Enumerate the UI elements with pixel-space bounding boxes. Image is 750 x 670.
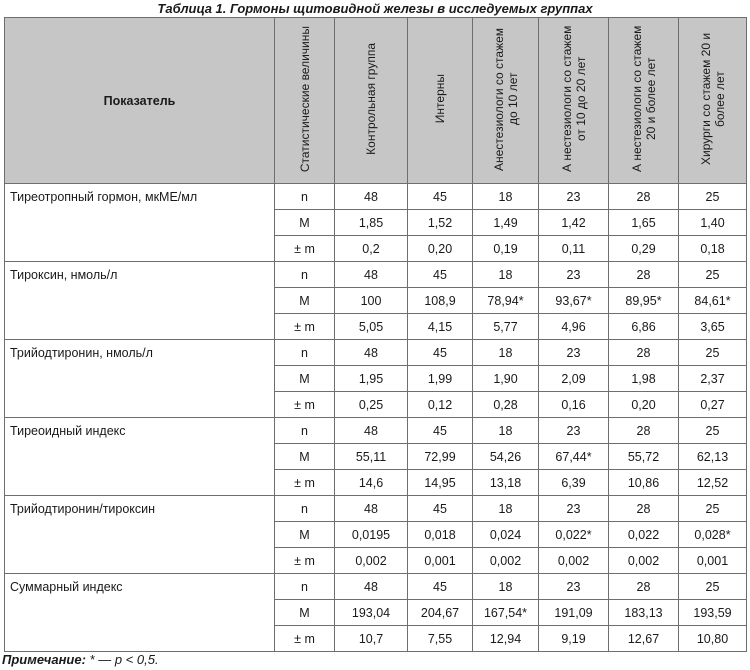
value-cell: 9,19 [539,626,609,652]
header-group-label: Контрольная группа [364,43,378,155]
value-cell: 93,67* [539,288,609,314]
value-cell: 0,19 [473,236,539,262]
value-cell: 25 [679,262,747,288]
note-label: Примечание: [2,652,86,667]
header-group-label: А нестезиологи со стажем от 10 до 20 лет [559,25,588,173]
indicator-cell: Трийодтиронин, нмоль/л [5,340,275,418]
value-cell: 10,7 [335,626,408,652]
value-cell: 0,022* [539,522,609,548]
note-text: * — р < 0,5. [89,652,159,667]
table-body [5,184,747,652]
value-cell: 1,90 [473,366,539,392]
header-group-anesth-20-plus [609,18,679,184]
value-cell: 18 [473,340,539,366]
value-cell: 0,11 [539,236,609,262]
value-cell: 23 [539,418,609,444]
table-row [5,496,747,522]
value-cell: 7,55 [408,626,473,652]
value-cell: 10,80 [679,626,747,652]
value-cell: 55,72 [609,444,679,470]
value-cell: 89,95* [609,288,679,314]
value-cell: 0,20 [609,392,679,418]
value-cell: 5,05 [335,314,408,340]
value-cell: 12,67 [609,626,679,652]
stat-cell: n [275,184,335,210]
value-cell: 23 [539,496,609,522]
value-cell: 0,18 [679,236,747,262]
value-cell: 0,27 [679,392,747,418]
stat-cell: М [275,210,335,236]
stat-cell: М [275,600,335,626]
table-row [5,184,747,210]
value-cell: 0,002 [539,548,609,574]
value-cell: 0,12 [408,392,473,418]
value-cell: 1,98 [609,366,679,392]
value-cell: 167,54* [473,600,539,626]
value-cell: 0,022 [609,522,679,548]
header-group-label: Интерны [433,74,447,124]
stat-cell: n [275,262,335,288]
header-group-anesth-under-10 [473,18,539,184]
value-cell: 183,13 [609,600,679,626]
header-stats-label: Статистические величины [297,25,312,173]
value-cell: 18 [473,262,539,288]
value-cell: 1,52 [408,210,473,236]
value-cell: 72,99 [408,444,473,470]
value-cell: 13,18 [473,470,539,496]
value-cell: 1,65 [609,210,679,236]
value-cell: 10,86 [609,470,679,496]
value-cell: 25 [679,418,747,444]
value-cell: 28 [609,496,679,522]
value-cell: 78,94* [473,288,539,314]
stat-cell: ± m [275,626,335,652]
value-cell: 18 [473,496,539,522]
value-cell: 4,15 [408,314,473,340]
value-cell: 0,29 [609,236,679,262]
indicator-cell: Тиреоидный индекс [5,418,275,496]
value-cell: 3,65 [679,314,747,340]
value-cell: 1,95 [335,366,408,392]
value-cell: 1,99 [408,366,473,392]
value-cell: 1,40 [679,210,747,236]
value-cell: 18 [473,184,539,210]
value-cell: 25 [679,574,747,600]
value-cell: 0,018 [408,522,473,548]
value-cell: 1,42 [539,210,609,236]
value-cell: 14,6 [335,470,408,496]
value-cell: 45 [408,418,473,444]
value-cell: 23 [539,184,609,210]
value-cell: 28 [609,574,679,600]
value-cell: 5,77 [473,314,539,340]
value-cell: 28 [609,262,679,288]
value-cell: 25 [679,184,747,210]
stat-cell: n [275,574,335,600]
value-cell: 54,26 [473,444,539,470]
value-cell: 193,04 [335,600,408,626]
value-cell: 28 [609,340,679,366]
header-stats [275,18,335,184]
stat-cell: М [275,366,335,392]
value-cell: 45 [408,496,473,522]
value-cell: 14,95 [408,470,473,496]
indicator-cell: Суммарный индекс [5,574,275,652]
header-group-label: А нестезиологи со стажем 20 и более лет [629,25,658,173]
value-cell: 45 [408,574,473,600]
value-cell: 23 [539,574,609,600]
value-cell: 204,67 [408,600,473,626]
stat-cell: М [275,522,335,548]
value-cell: 25 [679,496,747,522]
header-group-surgeons-20-plus [679,18,747,184]
value-cell: 0,002 [473,548,539,574]
stat-cell: М [275,288,335,314]
indicator-cell: Трийодтиронин/тироксин [5,496,275,574]
value-cell: 23 [539,262,609,288]
value-cell: 0,001 [679,548,747,574]
value-cell: 18 [473,574,539,600]
value-cell: 23 [539,340,609,366]
stat-cell: М [275,444,335,470]
table-row [5,418,747,444]
stat-cell: ± m [275,236,335,262]
value-cell: 0,0195 [335,522,408,548]
value-cell: 45 [408,184,473,210]
value-cell: 0,001 [408,548,473,574]
value-cell: 0,002 [335,548,408,574]
stat-cell: ± m [275,548,335,574]
table-row [5,340,747,366]
value-cell: 108,9 [408,288,473,314]
value-cell: 193,59 [679,600,747,626]
value-cell: 48 [335,340,408,366]
value-cell: 2,37 [679,366,747,392]
value-cell: 62,13 [679,444,747,470]
value-cell: 12,52 [679,470,747,496]
value-cell: 12,94 [473,626,539,652]
value-cell: 0,2 [335,236,408,262]
indicator-cell: Тироксин, нмоль/л [5,262,275,340]
value-cell: 84,61* [679,288,747,314]
header-group-anesth-10-20 [539,18,609,184]
value-cell: 25 [679,340,747,366]
value-cell: 6,86 [609,314,679,340]
value-cell: 28 [609,418,679,444]
value-cell: 67,44* [539,444,609,470]
value-cell: 6,39 [539,470,609,496]
indicator-cell: Тиреотропный гормон, мкМЕ/мл [5,184,275,262]
value-cell: 2,09 [539,366,609,392]
header-group-label: Анестезиологи со стажем до 10 лет [491,27,520,171]
value-cell: 0,002 [609,548,679,574]
stat-cell: n [275,340,335,366]
value-cell: 48 [335,574,408,600]
stat-cell: n [275,496,335,522]
value-cell: 1,85 [335,210,408,236]
table-row [5,262,747,288]
stat-cell: ± m [275,470,335,496]
value-cell: 1,49 [473,210,539,236]
value-cell: 55,11 [335,444,408,470]
table-note [2,651,159,669]
stat-cell: n [275,418,335,444]
value-cell: 100 [335,288,408,314]
value-cell: 45 [408,340,473,366]
header-group-label: Хирурги со стажем 20 и более лет [698,32,727,166]
header-indicator: Показатель [5,18,275,184]
value-cell: 4,96 [539,314,609,340]
table-caption: Таблица 1. Гормоны щитовидной железы в исследуемых группах [157,1,593,16]
value-cell: 48 [335,418,408,444]
value-cell: 48 [335,184,408,210]
value-cell: 191,09 [539,600,609,626]
value-cell: 0,20 [408,236,473,262]
stat-cell: ± m [275,314,335,340]
value-cell: 28 [609,184,679,210]
value-cell: 18 [473,418,539,444]
value-cell: 0,16 [539,392,609,418]
value-cell: 0,024 [473,522,539,548]
value-cell: 0,25 [335,392,408,418]
value-cell: 48 [335,496,408,522]
value-cell: 0,28 [473,392,539,418]
table-row [5,574,747,600]
header-group-interns [408,18,473,184]
value-cell: 48 [335,262,408,288]
value-cell: 0,028* [679,522,747,548]
header-group-control [335,18,408,184]
stat-cell: ± m [275,392,335,418]
hormone-table [4,17,747,652]
value-cell: 45 [408,262,473,288]
header-row [5,18,747,184]
